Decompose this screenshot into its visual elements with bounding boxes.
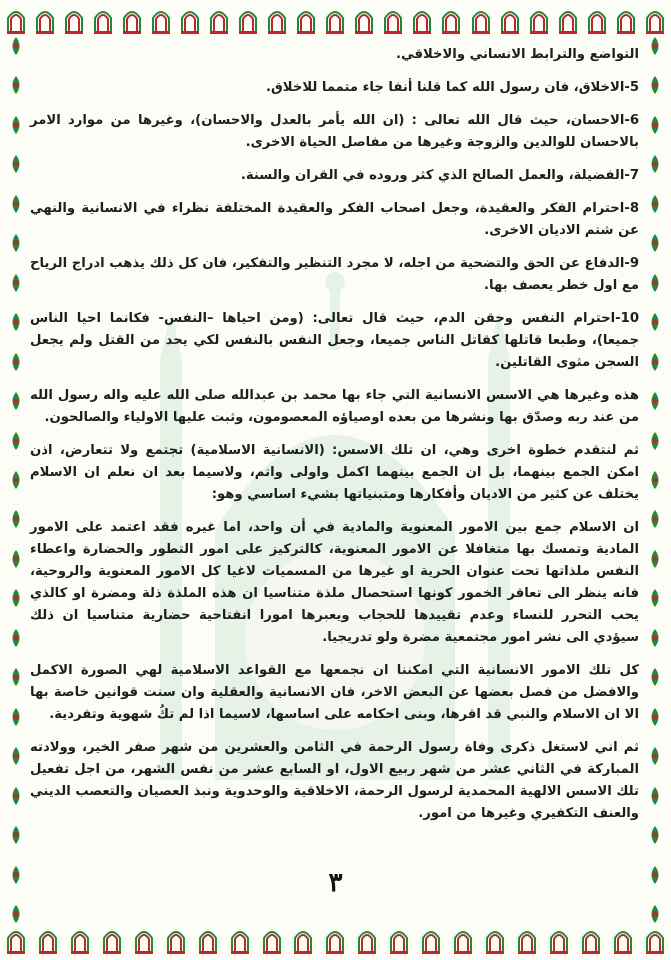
leaf-ornament-icon: [8, 431, 24, 451]
leaf-ornament-icon: [647, 312, 663, 332]
arch-ornament-icon: [354, 6, 374, 34]
arch-ornament-icon: [389, 926, 409, 954]
paragraph: 10-احترام النفس وحقن الدم، حيث قال تعالى: (ومن احياها –النفس- فكانما احيا الناس جميعا)، وطبعا قاتلها كقاتل الناس جميعا، وجعل النفس بالنفس لكي يحد من القتل ولم يجعل السجن مثوى القاتلين.: [30, 311, 639, 370]
arch-ornament-icon: [383, 6, 403, 34]
arch-ornament-icon: [38, 926, 58, 954]
arch-ornament-icon: [122, 6, 142, 34]
leaf-ornament-icon: [8, 36, 24, 56]
arch-ornament-icon: [549, 926, 569, 954]
arch-ornament-icon: [616, 6, 636, 34]
arch-ornament-icon: [209, 6, 229, 34]
arch-ornament-icon: [529, 6, 549, 34]
leaf-ornament-icon: [8, 825, 24, 845]
leaf-ornament-icon: [8, 904, 24, 924]
leaf-ornament-icon: [8, 628, 24, 648]
arch-ornament-icon: [230, 926, 250, 954]
top-ornament-border: [0, 4, 671, 36]
leaf-ornament-icon: [647, 904, 663, 924]
arch-ornament-icon: [180, 6, 200, 34]
arch-ornament-icon: [198, 926, 218, 954]
leaf-ornament-icon: [8, 391, 24, 411]
arch-ornament-icon: [64, 6, 84, 34]
paragraph: ثم اني لاستغل ذكرى وفاة رسول الرحمة في الثامن والعشرين من شهر صفر الخير، وولادته المباركة في الثاني عشر من شهر ربيع الاول، او السابع عشر من نفس الشهر، من اجل تفعيل تلك الاسس الالهية المحمدية لرسول الرحمة، الاخلاقية والوحدوية ونبذ العصيان والتعصب الديني والعنف التكفيري وغيرها من امور.: [30, 740, 639, 821]
leaf-ornament-icon: [8, 312, 24, 332]
arch-ornament-icon: [357, 926, 377, 954]
arch-ornament-icon: [613, 926, 633, 954]
arch-ornament-icon: [412, 6, 432, 34]
paragraph: 6-الاحسان، حيث قال الله تعالى : (ان الله يأمر بالعدل والاحسان)، وغيرها من موارد الامر بالاحسان للوالدين والزوجة وغيرها من مفاصل الحياة الاخرى.: [30, 113, 639, 150]
arch-ornament-icon: [485, 926, 505, 954]
arch-ornament-icon: [6, 926, 26, 954]
arch-ornament-icon: [645, 6, 665, 34]
arch-ornament-icon: [325, 6, 345, 34]
leaf-ornament-icon: [8, 115, 24, 135]
leaf-ornament-icon: [647, 667, 663, 687]
arch-ornament-icon: [293, 926, 313, 954]
paragraph: ان الاسلام جمع بين الامور المعنوية والمادية في أن واحد، اما غيره فقد اعتمد على الامور المادية وتمسك بها متغافلا عن الامور المعنوية، كالتركيز على امور التطور والحضارة واعطاء النفس ملذاتها تحت عنوان الحرية او غيرها من المسميات لاغيا كل الامور المعنوية والروحية، فانه ينظر الى تعاقر الخمور كونها استحصال ملذة متناسيا ان هذه الملذة ذلة ومضرة او كالذي يحب التحرر للنساء وعدم تقييدها للحجاب ويعبرها امورا انفتاحية حضارية متناسيا ان ذلك سيؤدي الى نشر امور مجتمعية مضرة ولو تدريجيا.: [30, 520, 639, 645]
leaf-ornament-icon: [8, 233, 24, 253]
arch-ornament-icon: [35, 6, 55, 34]
leaf-ornament-icon: [647, 786, 663, 806]
leaf-ornament-icon: [8, 509, 24, 529]
paragraph: كل تلك الامور الانسانية التي امكننا ان نجمعها مع القواعد الاسلامية لهي الصورة الاكمل والافضل من فصل بعضها عن البعض الاخر، فان الانسانية والعقلية وان سنت قوانين خاصة بها الا ان الاسلام والنبي قد اقرها، وبنى احكامه على اساسها، لاسيما اذا لم تكُ شهوية وتفردية.: [30, 663, 639, 722]
paragraph: 7-الفضيلة، والعمل الصالح الذي كثر وروده في القران والسنة.: [240, 168, 639, 183]
leaf-ornament-icon: [8, 273, 24, 293]
leaf-ornament-icon: [647, 707, 663, 727]
leaf-ornament-icon: [647, 509, 663, 529]
arch-ornament-icon: [296, 6, 316, 34]
leaf-ornament-icon: [647, 36, 663, 56]
arch-ornament-icon: [262, 926, 282, 954]
arch-ornament-icon: [102, 926, 122, 954]
paragraph: 5-الاخلاق، فان رسول الله كما قلنا أنفا جاء متمما للاخلاق.: [266, 80, 639, 95]
arch-ornament-icon: [70, 926, 90, 954]
leaf-ornament-icon: [8, 667, 24, 687]
leaf-ornament-icon: [8, 746, 24, 766]
leaf-ornament-icon: [647, 273, 663, 293]
leaf-ornament-icon: [647, 431, 663, 451]
arch-ornament-icon: [500, 6, 520, 34]
arch-ornament-icon: [421, 926, 441, 954]
right-ornament-border: [645, 36, 665, 924]
arch-ornament-icon: [134, 926, 154, 954]
arch-ornament-icon: [166, 926, 186, 954]
leaf-ornament-icon: [8, 154, 24, 174]
arch-ornament-icon: [471, 6, 491, 34]
arch-ornament-icon: [267, 6, 287, 34]
leaf-ornament-icon: [8, 707, 24, 727]
left-ornament-border: [6, 36, 26, 924]
leaf-ornament-icon: [647, 628, 663, 648]
leaf-ornament-icon: [8, 352, 24, 372]
arch-ornament-icon: [645, 926, 665, 954]
page-number: ٣: [328, 868, 343, 898]
arch-ornament-icon: [558, 6, 578, 34]
leaf-ornament-icon: [647, 75, 663, 95]
leaf-ornament-icon: [647, 746, 663, 766]
leaf-ornament-icon: [8, 470, 24, 490]
leaf-ornament-icon: [647, 825, 663, 845]
leaf-ornament-icon: [8, 549, 24, 569]
bottom-ornament-border: [0, 924, 671, 956]
arch-ornament-icon: [325, 926, 345, 954]
paragraph: التواضع والترابط الانساني والاخلاقي.: [395, 47, 639, 62]
leaf-ornament-icon: [8, 75, 24, 95]
paragraph: 8-احترام الفكر والعقيدة، وجعل اصحاب الفكر والعقيدة المختلفة نظراء في الانسانية والنهي عن شتم الاديان الاخرى.: [30, 201, 639, 238]
arch-ornament-icon: [517, 926, 537, 954]
arch-ornament-icon: [238, 6, 258, 34]
paragraph: 9-الدفاع عن الحق والتضحية من اجله، لا مجرد التنظير والتفكير، فان كل ذلك يذهب ادراج الرياح مع اول خطر يعصف بها.: [30, 256, 639, 293]
leaf-ornament-icon: [647, 194, 663, 214]
leaf-ornament-icon: [8, 194, 24, 214]
leaf-ornament-icon: [647, 233, 663, 253]
arch-ornament-icon: [581, 926, 601, 954]
paragraph: ثم لنتقدم خطوة اخرى وهي، ان تلك الاسس: (الانسانية الاسلامية) تجتمع ولا تتعارض، اذن امكن الجمع بينهما، بل ان الجمع بينهما اكمل واولى واتم، ولاسيما بعد ان نعلم ان الاسلام يختلف عن كثير من الاديان وأفكارها ومتبنياتها بشيء اساسي وهو:: [30, 443, 639, 502]
leaf-ornament-icon: [8, 786, 24, 806]
paragraph: هذه وغيرها هي الاسس الانسانية التي جاء بها محمد بن عبدالله صلى الله عليه واله رسول الله من عند ربه وصدّق بها ونشرها من بعده اوصياؤه المعصومون، وثبت عليها الاولياء والصالحون.: [30, 388, 639, 425]
arch-ornament-icon: [151, 6, 171, 34]
leaf-ornament-icon: [647, 154, 663, 174]
leaf-ornament-icon: [647, 391, 663, 411]
leaf-ornament-icon: [647, 588, 663, 608]
document-body: [30, 44, 639, 860]
leaf-ornament-icon: [647, 352, 663, 372]
leaf-ornament-icon: [647, 470, 663, 490]
arch-ornament-icon: [6, 6, 26, 34]
leaf-ornament-icon: [647, 115, 663, 135]
arch-ornament-icon: [441, 6, 461, 34]
leaf-ornament-icon: [647, 549, 663, 569]
leaf-ornament-icon: [8, 588, 24, 608]
arch-ornament-icon: [587, 6, 607, 34]
arch-ornament-icon: [453, 926, 473, 954]
arch-ornament-icon: [93, 6, 113, 34]
